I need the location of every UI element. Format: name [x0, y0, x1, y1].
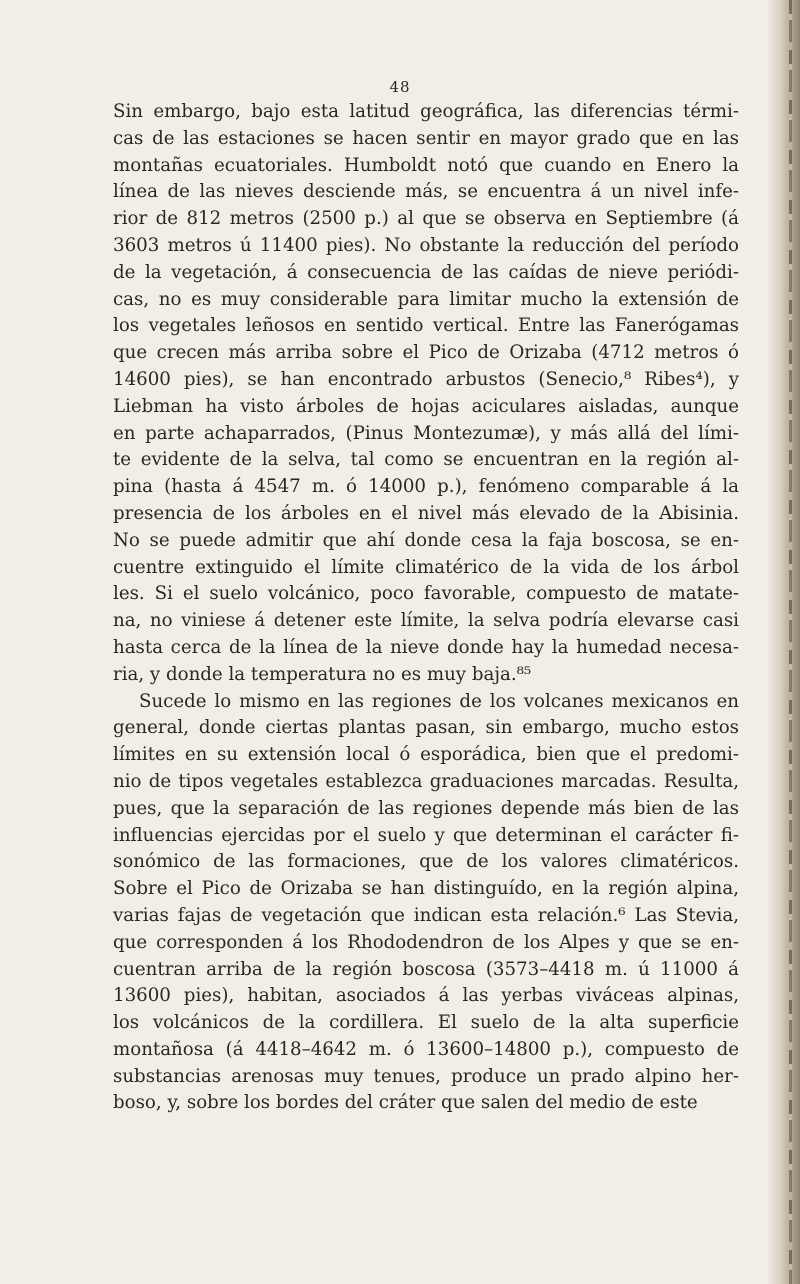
body-text — [113, 99, 739, 1117]
text-line: de la vegetación, á consecuencia de las caídas de nieve periódi- — [113, 261, 739, 283]
text-line: varias fajas de vegetación que indican esta relación.⁶ Las Stevia, — [113, 904, 739, 926]
text-line: les. Si el suelo volcánico, poco favorable, compuesto de matate- — [113, 583, 739, 605]
text-line: Liebman ha visto árboles de hojas aciculares aisladas, aunque — [113, 395, 739, 417]
text-line: pues, que la separación de las regiones depende más bien de las — [113, 797, 739, 819]
text-line: límites en su extensión local ó esporádica, bien que el predomi- — [113, 744, 739, 766]
text-line: rior de 812 metros (2500 p.) al que se observa en Septiembre (á — [113, 208, 739, 230]
text-line: te evidente de la selva, tal como se encuentran en la región al- — [113, 449, 739, 471]
text-line: sonómico de las formaciones, que de los valores climatéricos. — [113, 851, 739, 873]
text-line: en parte achaparrados, (Pinus Montezumæ), y más allá del lími- — [113, 422, 739, 444]
text-line: los volcánicos de la cordillera. El suelo de la alta superficie — [113, 1012, 739, 1034]
text-line: 3603 metros ú 11400 pies). No obstante la reducción del período — [113, 234, 739, 256]
text-line: los vegetales leñosos en sentido vertical. Entre las Fanerógamas — [113, 315, 739, 337]
page-number: 48 — [389, 78, 411, 96]
page-edge-shadow — [766, 0, 800, 1284]
text-line: substancias arenosas muy tenues, produce un prado alpino her- — [113, 1065, 739, 1087]
text-line: cas, no es muy considerable para limitar mucho la extensión de — [113, 288, 739, 310]
text-line: cuentre extinguido el límite climatérico de la vida de los árbol — [113, 556, 739, 578]
text-line: nio de tipos vegetales establezca graduaciones marcadas. Resulta, — [113, 770, 739, 792]
text-line: No se puede admitir que ahí donde cesa la faja boscosa, se en- — [113, 529, 739, 551]
text-line: montañosa (á 4418–4642 m. ó 13600–14800 p.), compuesto de — [113, 1038, 739, 1060]
text-line: ria, y donde la temperatura no es muy baja.⁸⁵ — [113, 663, 532, 685]
text-line: general, donde ciertas plantas pasan, sin embargo, mucho estos — [113, 717, 739, 739]
text-line: que corresponden á los Rhododendron de los Alpes y que se en- — [113, 931, 739, 953]
text-line: hasta cerca de la línea de la nieve donde hay la humedad necesa- — [113, 636, 739, 658]
text-line: boso, y, sobre los bordes del cráter que salen del medio de este — [113, 1092, 698, 1114]
text-line: pina (hasta á 4547 m. ó 14000 p.), fenómeno comparable á la — [113, 476, 739, 498]
text-line: cuentran arriba de la región boscosa (3573–4418 m. ú 11000 á — [113, 958, 739, 980]
text-line: 13600 pies), habitan, asociados á las yerbas viváceas alpinas, — [113, 985, 739, 1007]
text-line: influencias ejercidas por el suelo y que determinan el carácter fi- — [113, 824, 739, 846]
text-line: Sin embargo, bajo esta latitud geográfica, las diferencias térmi- — [113, 101, 739, 122]
text-line: montañas ecuatoriales. Humboldt notó que cuando en Enero la — [113, 154, 739, 176]
text-line: Sobre el Pico de Orizaba se han distinguído, en la región alpina, — [113, 878, 739, 900]
text-line: 14600 pies), se han encontrado arbustos (Senecio,⁸ Ribes⁴), y — [113, 368, 739, 390]
text-line: cas de las estaciones se hacen sentir en mayor grado que en las — [113, 127, 739, 149]
text-line: Sucede lo mismo en las regiones de los volcanes mexicanos en — [139, 690, 739, 712]
text-line: línea de las nieves desciende más, se encuentra á un nivel infe- — [113, 181, 739, 203]
text-line: que crecen más arriba sobre el Pico de Orizaba (4712 metros ó — [113, 342, 739, 364]
text-line: presencia de los árboles en el nivel más elevado de la Abisinia. — [113, 502, 739, 524]
text-line: na, no viniese á detener este límite, la selva podría elevarse casi — [113, 610, 739, 632]
